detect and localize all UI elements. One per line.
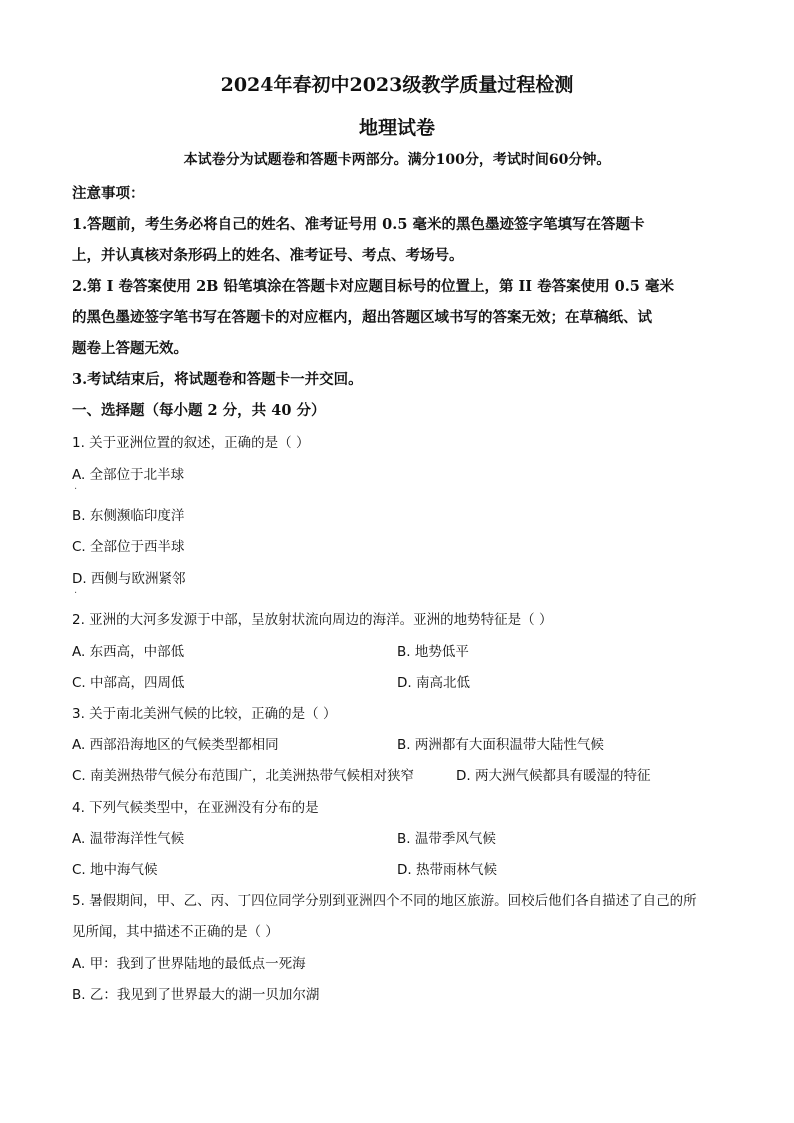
question-5-option-b: B. 乙：我见到了世界最大的湖一贝加尔湖 [72,987,320,1003]
notice-item-1-line-1: 1.答题前，考生务必将自己的姓名、准考证号用 0.5 毫米的黑色墨迹签字笔填写在答题卡 [72,216,645,233]
notice-item-2-line-2: 的黑色墨迹签字笔书写在答题卡的对应框内，超出答题区域书写的答案无效；在草稿纸、试 [72,309,652,326]
question-4-stem: 4. 下列气候类型中，在亚洲没有分布的是 [72,800,319,816]
decorative-dot: . [74,481,78,492]
question-5-stem-line-1: 5. 暑假期间，甲、乙、丙、丁四位同学分别到亚洲四个不同的地区旅游。回校后他们各自描述了自己的所 [72,893,697,909]
notice-heading: 注意事项： [72,185,145,202]
question-3-stem: 3. 关于南北美洲气候的比较，正确的是（ ） [72,706,337,722]
question-3-option-d: D. 两大洲气候都具有暖湿的特征 [456,768,651,784]
question-2-option-b: B. 地势低平 [397,644,469,660]
question-2-option-d: D. 南高北低 [397,675,470,691]
question-1-option-d: D. 西侧与欧洲紧邻 [72,571,186,587]
section-heading-choice: 一、选择题（每小题 2 分，共 40 分） [72,402,326,419]
question-3-option-b: B. 两洲都有大面积温带大陆性气候 [397,737,604,753]
notice-item-2-line-1: 2.第 I 卷答案使用 2B 铅笔填涂在答题卡对应题目标号的位置上，第 II 卷答案使用 0.5 毫米 [72,278,674,295]
exam-intro: 本试卷分为试题卷和答题卡两部分。满分100分，考试时间60分钟。 [183,152,611,168]
question-5-stem-line-2: 见所闻，其中描述不正确的是（ ） [72,924,279,940]
question-1-option-a: A. 全部位于北半球 [72,467,185,483]
question-2-option-c: C. 中部高，四周低 [72,675,185,691]
question-3-option-c: C. 南美洲热带气候分布范围广，北美洲热带气候相对狭窄 [72,768,415,784]
question-2-option-a: A. 东西高，中部低 [72,644,185,660]
page-subtitle: 地理试卷 [358,117,435,139]
question-4-option-a: A. 温带海洋性气候 [72,831,185,847]
question-5-option-a: A. 甲：我到了世界陆地的最低点一死海 [72,956,306,972]
notice-item-2-line-3: 题卷上答题无效。 [72,340,188,357]
question-2-stem: 2. 亚洲的大河多发源于中部，呈放射状流向周边的海洋。亚洲的地势特征是（ ） [72,612,553,628]
question-1-option-b: B. 东侧濒临印度洋 [72,508,185,524]
question-1-option-c: C. 全部位于西半球 [72,539,185,555]
page-title: 2024年春初中2023级教学质量过程检测 [220,74,574,96]
question-4-option-c: C. 地中海气候 [72,862,158,878]
decorative-dot: . [74,585,78,596]
question-4-option-d: D. 热带雨林气候 [397,862,497,878]
question-1-stem: 1. 关于亚洲位置的叙述，正确的是（ ） [72,435,310,451]
notice-item-1-line-2: 上，并认真核对条形码上的姓名、准考证号、考点、考场号。 [72,247,464,264]
notice-item-3: 3.考试结束后，将试题卷和答题卡一并交回。 [72,371,363,388]
question-4-option-b: B. 温带季风气候 [397,831,496,847]
question-3-option-a: A. 西部沿海地区的气候类型都相同 [72,737,279,753]
